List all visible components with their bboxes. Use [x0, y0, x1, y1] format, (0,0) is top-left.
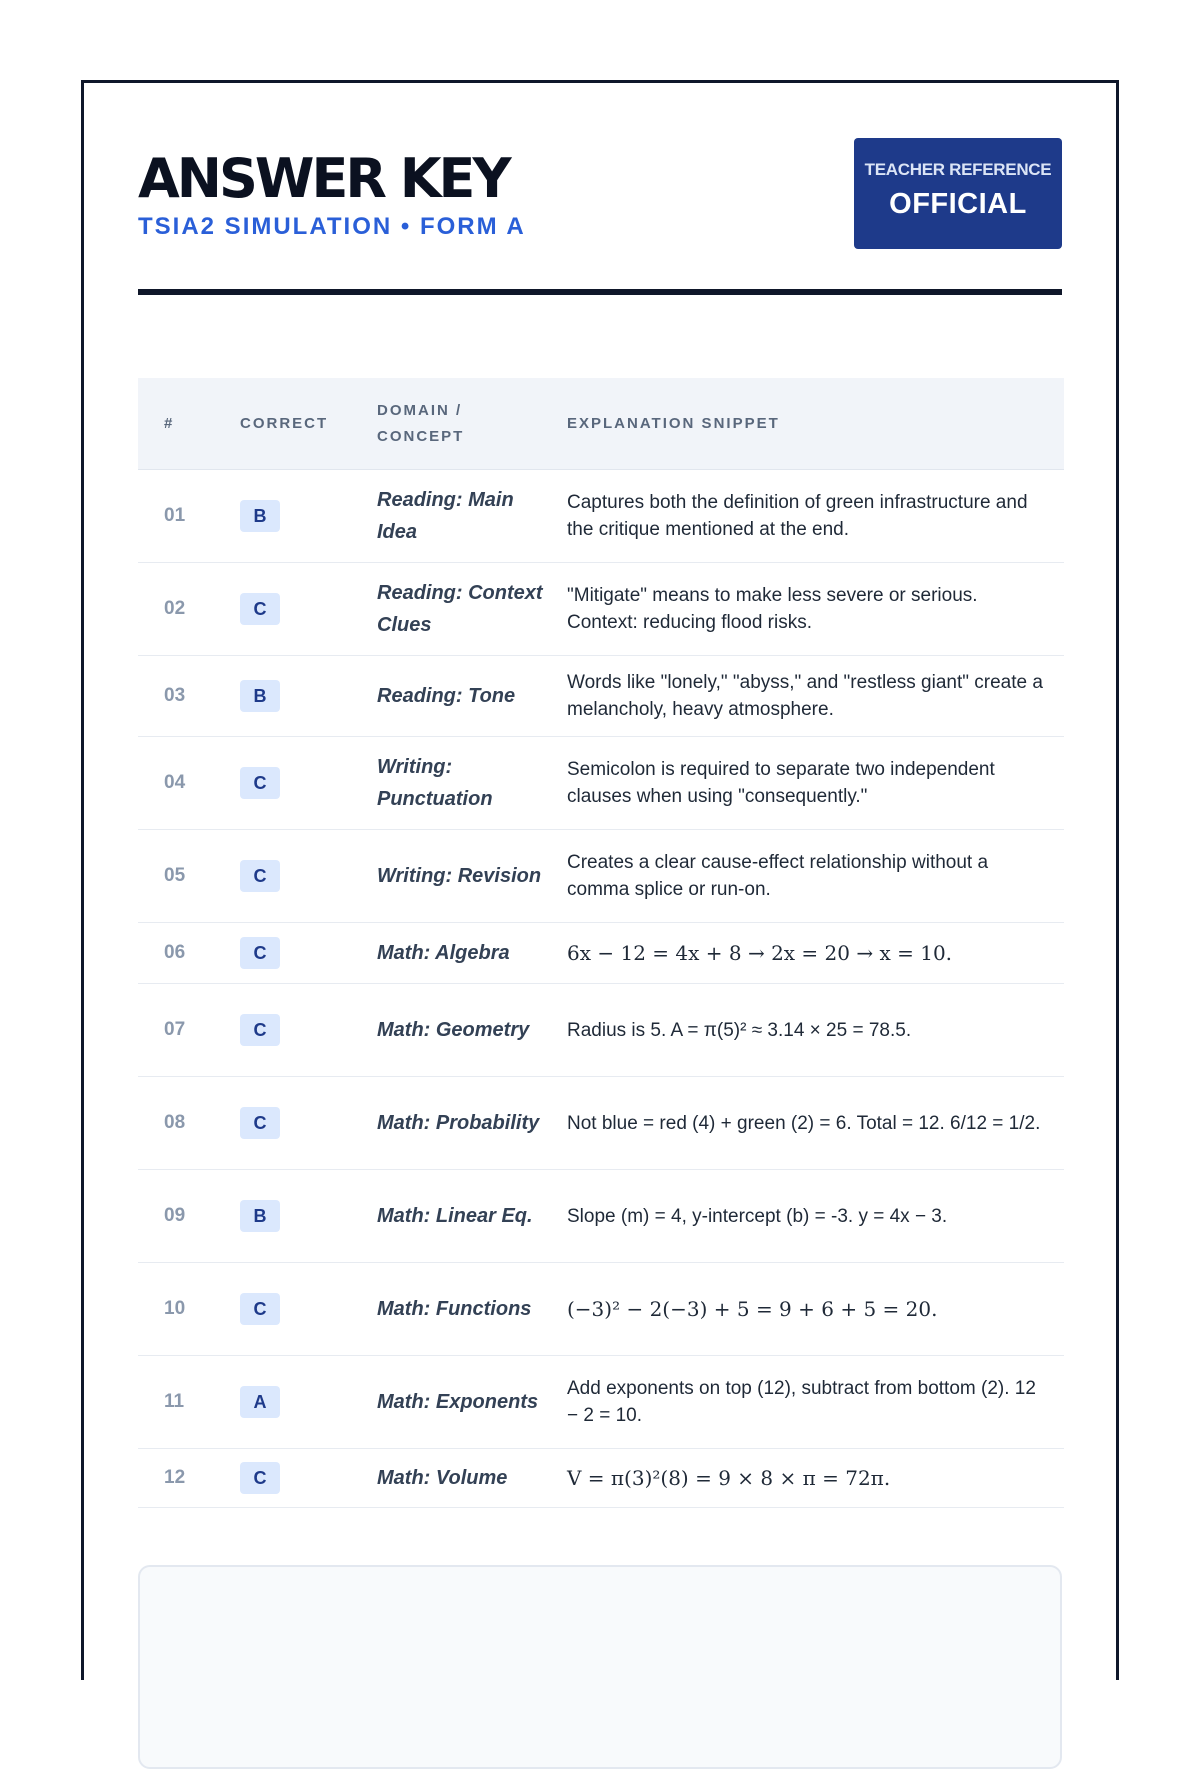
row-number: 08	[138, 1077, 240, 1170]
row-number: 01	[138, 470, 240, 563]
explanation-text: Not blue = red (4) + green (2) = 6. Total = 12. 6/12 = 1/2.	[567, 1077, 1064, 1170]
header-correct: CORRECT	[240, 378, 377, 470]
row-number: 02	[138, 563, 240, 656]
row-number: 05	[138, 830, 240, 923]
explanation-text: Captures both the definition of green infrastructure and the critique mentioned at the end.	[567, 470, 1064, 563]
header-num: #	[138, 378, 240, 470]
row-number: 04	[138, 737, 240, 830]
row-number: 07	[138, 984, 240, 1077]
row-number: 10	[138, 1263, 240, 1356]
page-subtitle: TSIA2 SIMULATION • FORM A	[138, 213, 526, 240]
footer-notes-box	[138, 1565, 1062, 1769]
table-row	[138, 1449, 1064, 1508]
explanation-text: Add exponents on top (12), subtract from bottom (2). 12 − 2 = 10.	[567, 1356, 1064, 1449]
table-header-row	[138, 378, 1064, 470]
answer-badge: B	[240, 1200, 280, 1232]
answer-key-sheet	[81, 80, 1119, 1680]
table-row	[138, 1170, 1064, 1263]
explanation-text: Words like "lonely," "abyss," and "restless giant" create a melancholy, heavy atmosphere.	[567, 656, 1064, 737]
explanation-text: Semicolon is required to separate two independent clauses when using "consequently."	[567, 737, 1064, 830]
header-divider	[138, 289, 1062, 295]
header-domain-line2: CONCEPT	[377, 427, 465, 445]
domain-label: Reading: Tone	[377, 656, 567, 737]
table-row	[138, 470, 1064, 563]
explanation-text: Radius is 5. A = π(5)² ≈ 3.14 × 25 = 78.5.	[567, 984, 1064, 1077]
domain-label: Reading: Context Clues	[377, 563, 567, 656]
table-row	[138, 563, 1064, 656]
explanation-text: Slope (m) = 4, y-intercept (b) = -3. y = 4x − 3.	[567, 1170, 1064, 1263]
answer-badge: C	[240, 1462, 280, 1494]
answer-badge: C	[240, 593, 280, 625]
table-row	[138, 830, 1064, 923]
table-row	[138, 737, 1064, 830]
header-explanation: EXPLANATION SNIPPET	[567, 378, 1064, 470]
domain-label: Math: Volume	[377, 1449, 567, 1508]
domain-label: Reading: Main Idea	[377, 470, 567, 563]
table-row	[138, 923, 1064, 984]
explanation-text: Creates a clear cause-effect relationship without a comma splice or run-on.	[567, 830, 1064, 923]
table-row	[138, 1077, 1064, 1170]
row-number: 11	[138, 1356, 240, 1449]
answer-badge: C	[240, 937, 280, 969]
domain-label: Math: Probability	[377, 1077, 567, 1170]
answer-badge: C	[240, 767, 280, 799]
row-number: 03	[138, 656, 240, 737]
answer-badge: B	[240, 680, 280, 712]
domain-label: Writing: Punctuation	[377, 737, 567, 830]
page-title: ANSWER KEY	[138, 147, 509, 210]
header-domain-line1: DOMAIN /	[377, 401, 463, 419]
badge-status: OFFICIAL	[889, 188, 1027, 220]
table-row	[138, 984, 1064, 1077]
header-domain	[377, 378, 567, 470]
answer-badge: C	[240, 1014, 280, 1046]
badge-label: TEACHER REFERENCE	[864, 160, 1052, 179]
domain-label: Math: Algebra	[377, 923, 567, 984]
explanation-text: "Mitigate" means to make less severe or serious. Context: reducing flood risks.	[567, 563, 1064, 656]
row-number: 06	[138, 923, 240, 984]
row-number: 12	[138, 1449, 240, 1508]
table-row	[138, 1263, 1064, 1356]
explanation-text: 6x − 12 = 4x + 8 → 2x = 20 → x = 10.	[567, 923, 1064, 984]
domain-label: Math: Geometry	[377, 984, 567, 1077]
domain-label: Math: Linear Eq.	[377, 1170, 567, 1263]
row-number: 09	[138, 1170, 240, 1263]
explanation-text: V = π(3)²(8) = 9 × 8 × π = 72π.	[567, 1449, 1064, 1508]
answer-badge: C	[240, 1293, 280, 1325]
domain-label: Math: Exponents	[377, 1356, 567, 1449]
table-row	[138, 1356, 1064, 1449]
answer-badge: A	[240, 1386, 280, 1418]
explanation-text: (−3)² − 2(−3) + 5 = 9 + 6 + 5 = 20.	[567, 1263, 1064, 1356]
answer-badge: B	[240, 500, 280, 532]
domain-label: Math: Functions	[377, 1263, 567, 1356]
answer-badge: C	[240, 860, 280, 892]
domain-label: Writing: Revision	[377, 830, 567, 923]
table-row	[138, 656, 1064, 737]
answer-table	[138, 378, 1064, 1508]
teacher-reference-badge	[854, 138, 1062, 249]
answer-badge: C	[240, 1107, 280, 1139]
